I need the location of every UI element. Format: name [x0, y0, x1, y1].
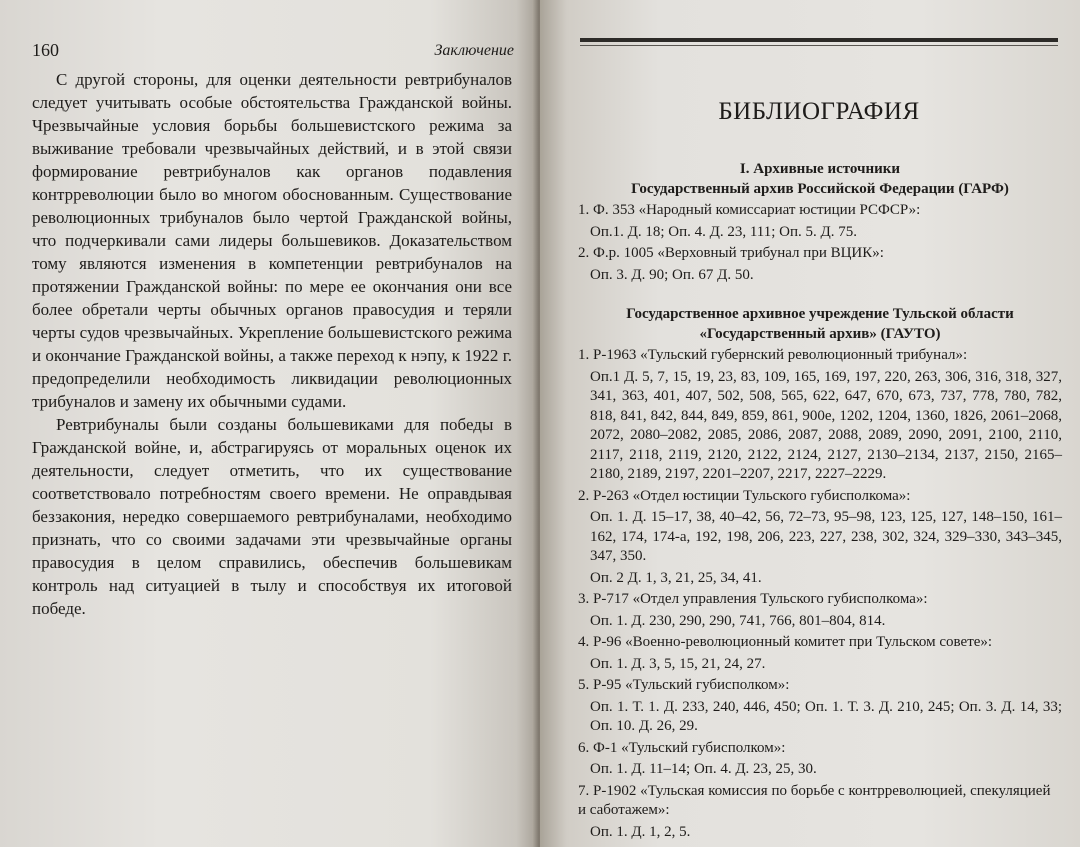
bibliography-entry [578, 201, 1062, 242]
bibliography-entry [578, 676, 1062, 737]
entry-inventory: Оп. 1. Д. 1, 2, 5. [590, 823, 691, 840]
section-heading: I. Архивные источники [739, 161, 901, 177]
running-head: Заключение [434, 42, 514, 59]
entry-fund: 7. Р-1902 «Тульская комиссия по борьбе с контрреволюцией, спекуляцией и саботажем»: [578, 782, 1051, 818]
entry-inventory: Оп. 1. Д. 3, 5, 15, 21, 24, 27. [590, 655, 766, 672]
entry-inventory: Оп. 1. Д. 15–17, 38, 40–42, 56, 72–73, 95–98, 123, 125, 127, 148–150, 161–162, 174, 174-а, 192, 198, 206, 223, 227, 238, 302, 324, 329–330, 343–345, 347, 350. [590, 509, 1062, 564]
entry-inventory: Оп. 1. Д. 11–14; Оп. 4. Д. 23, 25, 30. [590, 761, 817, 777]
entry-inventory: Оп. 1. Д. 230, 290, 290, 741, 766, 801–804, 814. [590, 612, 886, 629]
conclusion-text [32, 68, 512, 620]
paragraph: С другой стороны, для оценки деятельности ревтрибуналов следует учитывать особые обстоятельства Гражданской войны. Чрезвычайные условия борьбы большевистского режима за выживание требовали чрезвычайных действий, и в этой связи формирование ревтрибуналов как органов подавления контрреволюции было во многом обоснованным. Существование революционных трибуналов было чертой Гражданской войны, что подчеркивали сами лидеры большевиков. Доказательством тому являются изменения в компетенции ревтрибуналов на протяжении Гражданской войны: по мере ее окончания они все более обретали черты обычных органов правосудия и теряли черты судов чрезвычайных. Укрепление большевистского режима и окончание Гражданской войны, а также переход к нэпу, к 1922 г. предопределили необходимость ликвидации революционных трибуналов и замену их обычными судами. [32, 70, 512, 411]
archive-heading-abbr: «Государственный архив» (ГАУТО) [699, 325, 941, 342]
bibliography-entry [578, 739, 1062, 780]
bibliography-body [578, 160, 1062, 844]
bibliography-entry [578, 487, 1062, 589]
entry-inventory: Оп. 1. Т. 1. Д. 233, 240, 446, 450; Оп. 1. Т. 3. Д. 210, 245; Оп. 3. Д. 14, 33; Оп. 10. Д. 26, 29. [590, 698, 1062, 734]
entry-inventory: Оп.1. Д. 18; Оп. 4. Д. 23, 111; Оп. 5. Д. 75. [590, 223, 857, 240]
page-number: 160 [32, 40, 59, 60]
left-page [0, 0, 538, 847]
bibliography-entry [578, 633, 1062, 674]
entry-fund: 6. Ф-1 «Тульский губисполком»: [578, 739, 786, 756]
bibliography-entry [578, 346, 1062, 485]
archive-heading: Государственное архивное учреждение Тульской области [626, 306, 1014, 322]
entry-inventory: Оп. 2 Д. 1, 3, 21, 25, 34, 41. [590, 569, 762, 586]
right-page [540, 0, 1080, 847]
bibliography-entry [578, 244, 1062, 285]
entry-fund: 4. Р-96 «Военно-революционный комитет при Тульском совете»: [578, 634, 993, 650]
entry-fund: 2. Р-263 «Отдел юстиции Тульского губисполкома»: [578, 487, 911, 504]
bibliography-title: БИБЛИОГРАФИЯ [718, 98, 920, 125]
header-subrule [580, 45, 1058, 46]
bibliography-entry [578, 782, 1062, 843]
entry-fund: 2. Ф.р. 1005 «Верховный трибунал при ВЦИК»: [578, 245, 884, 261]
archive-heading: Государственный архив Российской Федерации (ГАРФ) [631, 180, 1009, 197]
entry-fund: 5. Р-95 «Тульский губисполком»: [578, 677, 790, 693]
entry-fund: 3. Р-717 «Отдел управления Тульского губисполкома»: [578, 591, 928, 607]
entry-inventory: Оп. 3. Д. 90; Оп. 67 Д. 50. [590, 266, 754, 283]
entry-fund: 1. Ф. 353 «Народный комиссариат юстиции РСФСР»: [578, 202, 921, 218]
bibliography-entry [578, 590, 1062, 631]
header-rule [580, 38, 1058, 42]
paragraph: Ревтрибуналы были созданы большевиками для победы в Гражданской войне, и, абстрагируясь от моральных оценок их деятельности, следует отметить, что их существование соответствовало потребностям своего времени. Не оправдывая беззакония, нередко совершаемого ревтрибуналами, необходимо признать, что со своими задачами эти чрезвычайные органы правосудия в целом справились, обеспечив большевикам контроль над ситуацией в тылу и способствуя их итоговой победе. [32, 415, 512, 618]
entry-fund: 1. Р-1963 «Тульский губернский революционный трибунал»: [578, 347, 968, 363]
entry-inventory: Оп.1 Д. 5, 7, 15, 19, 23, 83, 109, 165, 169, 197, 220, 263, 306, 316, 318, 327, 341, 363, 401, 407, 502, 508, 565, 622, 647, 670, 673, 737, 778, 780, 782, 818, 841, 842, 844, 849, 859, 861, 900е, 1202, 1204, 1360, 1826, 2061–2068, 2072, 2080–2082, 2085, 2086, 2087, 2088, 2089, 2090, 2091, 2100, 2110, 2117, 2118, 2119, 2120, 2122, 2124, 2127, 2130–2134, 2137, 2150, 2165–2180, 2189, 2197, 2201–2207, 2217, 2227–2229. [590, 368, 1062, 482]
left-page-header [32, 40, 514, 64]
